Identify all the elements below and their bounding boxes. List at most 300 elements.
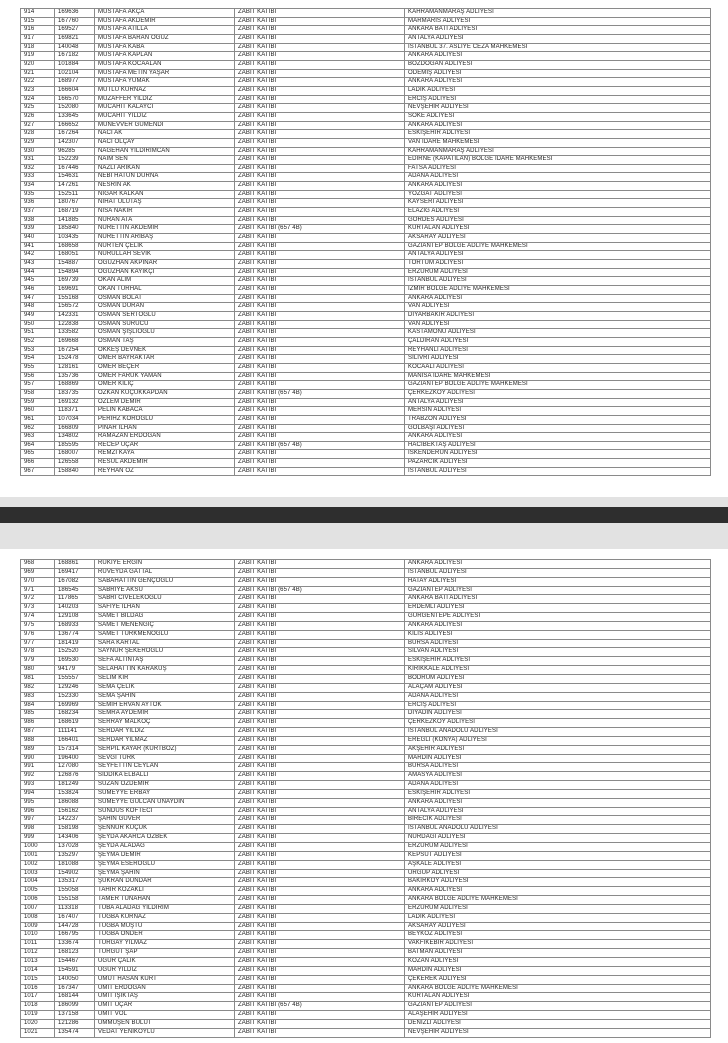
row-number-cell: 1003	[21, 869, 55, 878]
court-cell: PAZARCIK ADLİYESİ	[405, 459, 711, 468]
title-cell: ZABIT KATİBİ	[235, 260, 405, 269]
row-number-cell: 1011	[21, 940, 55, 949]
table-row	[21, 242, 711, 251]
name-cell: NEBİ HATUN DURNA	[95, 173, 235, 182]
registry-id-cell: 169739	[55, 277, 95, 286]
row-number-cell: 958	[21, 389, 55, 398]
registry-id-cell: 129108	[55, 613, 95, 622]
registry-id-cell: 121286	[55, 1019, 95, 1028]
court-cell: ERZURUM ADLİYESİ	[405, 843, 711, 852]
table-row	[21, 807, 711, 816]
registry-id-cell: 107034	[55, 415, 95, 424]
title-cell: ZABIT KATİBİ	[235, 851, 405, 860]
name-cell: OSMAN TAŞ	[95, 337, 235, 346]
registry-id-cell: 126558	[55, 459, 95, 468]
table-row	[21, 666, 711, 675]
court-cell: İSTANBUL ANADOLU ADLİYESİ	[405, 825, 711, 834]
registry-id-cell: 181088	[55, 860, 95, 869]
row-number-cell: 924	[21, 95, 55, 104]
name-cell: ÜMMÜŞEN BULUT	[95, 1019, 235, 1028]
title-cell: ZABIT KATİBİ	[235, 736, 405, 745]
row-number-cell: 937	[21, 208, 55, 217]
title-cell: ZABIT KATİBİ	[235, 311, 405, 320]
table-row	[21, 922, 711, 931]
table-row	[21, 216, 711, 225]
table-row	[21, 86, 711, 95]
row-number-cell: 996	[21, 807, 55, 816]
row-number-cell: 973	[21, 604, 55, 613]
row-number-cell: 982	[21, 683, 55, 692]
table-row	[21, 78, 711, 87]
name-cell: ÜMİT UÇAR	[95, 1002, 235, 1011]
row-number-cell: 919	[21, 52, 55, 61]
table-row	[21, 816, 711, 825]
registry-id-cell: 169691	[55, 286, 95, 295]
table-row	[21, 648, 711, 657]
title-cell: ZABIT KATİBİ	[235, 164, 405, 173]
court-cell: VAN İDARE MAHKEMESİ	[405, 138, 711, 147]
court-cell: ÇERKEZKÖY ADLİYESİ	[405, 719, 711, 728]
title-cell: ZABIT KATİBİ	[235, 78, 405, 87]
court-cell: ADANA ADLİYESİ	[405, 173, 711, 182]
court-cell: ÇEKEREK ADLİYESİ	[405, 975, 711, 984]
registry-id-cell: 154902	[55, 869, 95, 878]
registry-id-cell: 167407	[55, 913, 95, 922]
court-cell: ANTALYA ADLİYESİ	[405, 807, 711, 816]
table-row	[21, 450, 711, 459]
title-cell: ZABIT KATİBİ	[235, 277, 405, 286]
table-row	[21, 904, 711, 913]
title-cell: ZABIT KATİBİ	[235, 190, 405, 199]
name-cell: SEYFETTİN CEYLAN	[95, 763, 235, 772]
registry-id-cell: 135317	[55, 878, 95, 887]
row-number-cell: 950	[21, 320, 55, 329]
name-cell: SÜMEYYE ERBAY	[95, 789, 235, 798]
name-cell: OKAN TURHAL	[95, 286, 235, 295]
table-row	[21, 251, 711, 260]
name-cell: PINAR İLHAN	[95, 424, 235, 433]
name-cell: NAİM SEN	[95, 156, 235, 165]
court-cell: NEVŞEHİR ADLİYESİ	[405, 104, 711, 113]
registry-id-cell: 186099	[55, 1002, 95, 1011]
row-number-cell: 961	[21, 415, 55, 424]
table-row	[21, 639, 711, 648]
row-number-cell: 936	[21, 199, 55, 208]
court-cell: ANKARA ADLİYESİ	[405, 560, 711, 569]
registry-id-cell: 101884	[55, 60, 95, 69]
title-cell: ZABIT KATİBİ	[235, 843, 405, 852]
table-row	[21, 710, 711, 719]
name-cell: MUZAFFER YILDIZ	[95, 95, 235, 104]
row-number-cell: 999	[21, 834, 55, 843]
title-cell: ZABIT KATİBİ	[235, 869, 405, 878]
court-cell: ÖDEMİŞ ADLİYESİ	[405, 69, 711, 78]
table-row	[21, 398, 711, 407]
name-cell: MUSTAFA KABA	[95, 43, 235, 52]
title-cell: ZABIT KATİBİ	[235, 904, 405, 913]
name-cell: NURETTİN ARIBAŞ	[95, 234, 235, 243]
table-row	[21, 26, 711, 35]
title-cell: ZABIT KATİBİ	[235, 621, 405, 630]
name-cell: TUBA ALADAĞ YILDIRIM	[95, 904, 235, 913]
registry-id-cell: 111141	[55, 728, 95, 737]
name-cell: ÜMİT VOL	[95, 1011, 235, 1020]
row-number-cell: 967	[21, 467, 55, 476]
title-cell: ZABIT KATİBİ	[235, 415, 405, 424]
table-row	[21, 843, 711, 852]
name-cell: ŞEYDA AKARCA ÖZBEK	[95, 834, 235, 843]
court-cell: REYHANLI ADLİYESİ	[405, 346, 711, 355]
court-cell: MARDİN ADLİYESİ	[405, 754, 711, 763]
title-cell: ZABIT KATİBİ	[235, 208, 405, 217]
table-row	[21, 320, 711, 329]
name-cell: SÜMEYYE GÜLCAN ÜNAYDIN	[95, 798, 235, 807]
registry-id-cell: 154591	[55, 966, 95, 975]
registry-id-cell: 152520	[55, 648, 95, 657]
name-cell: MUSTAFA AKDEMİR	[95, 17, 235, 26]
row-number-cell: 965	[21, 450, 55, 459]
name-cell: MUSTAFA KAPLAN	[95, 52, 235, 61]
table-row	[21, 728, 711, 737]
name-cell: SERRAY MALKOÇ	[95, 719, 235, 728]
court-cell: ANKARA BATI ADLİYESİ	[405, 595, 711, 604]
court-cell: ANKARA ADLİYESİ	[405, 78, 711, 87]
table-row	[21, 913, 711, 922]
table-row	[21, 104, 711, 113]
title-cell: ZABIT KATİBİ	[235, 860, 405, 869]
court-cell: EREĞLİ (KONYA) ADLİYESİ	[405, 736, 711, 745]
name-cell: SAMET TÜRKMENOĞLU	[95, 630, 235, 639]
title-cell: ZABIT KATİBİ	[235, 834, 405, 843]
title-cell: ZABIT KATİBİ	[235, 666, 405, 675]
row-number-cell: 994	[21, 789, 55, 798]
court-cell: ERZURUM ADLİYESİ	[405, 904, 711, 913]
name-cell: ŞÜKRAN DÜNDAR	[95, 878, 235, 887]
title-cell: ZABIT KATİBİ	[235, 745, 405, 754]
registry-id-cell: 137028	[55, 843, 95, 852]
title-cell: ZABIT KATİBİ	[235, 896, 405, 905]
title-cell: ZABIT KATİBİ	[235, 683, 405, 692]
row-number-cell: 923	[21, 86, 55, 95]
registry-id-cell: 152511	[55, 190, 95, 199]
title-cell: ZABIT KATİBİ	[235, 1028, 405, 1037]
row-number-cell: 988	[21, 736, 55, 745]
registry-id-cell: 137158	[55, 1011, 95, 1020]
page-separator	[0, 497, 728, 549]
court-cell: AKŞEHİR ADLİYESİ	[405, 745, 711, 754]
table-row	[21, 568, 711, 577]
row-number-cell: 941	[21, 242, 55, 251]
registry-id-cell: 140203	[55, 604, 95, 613]
name-cell: OKAN ALIM	[95, 277, 235, 286]
registry-id-cell: 168977	[55, 78, 95, 87]
table-row	[21, 459, 711, 468]
table-row	[21, 834, 711, 843]
table-row	[21, 147, 711, 156]
court-cell: ALAŞEHİR ADLİYESİ	[405, 1011, 711, 1020]
registry-id-cell: 169636	[55, 9, 95, 18]
title-cell: ZABIT KATİBİ	[235, 940, 405, 949]
court-cell: MANİSA İDARE MAHKEMESİ	[405, 372, 711, 381]
row-number-cell: 1005	[21, 887, 55, 896]
name-cell: RECEP UÇAR	[95, 441, 235, 450]
name-cell: ŞEYMA ŞAHİN	[95, 869, 235, 878]
court-cell: GÖLBAŞI ADLİYESİ	[405, 424, 711, 433]
table-row	[21, 825, 711, 834]
title-cell: ZABIT KATİBİ	[235, 984, 405, 993]
court-cell: GÖRDES ADLİYESİ	[405, 216, 711, 225]
title-cell: ZABIT KATİBİ	[235, 931, 405, 940]
registry-id-cell: 185840	[55, 225, 95, 234]
registry-id-cell: 196400	[55, 754, 95, 763]
court-cell: KOZAN ADLİYESİ	[405, 957, 711, 966]
name-cell: SABAHATTİN GENÇOĞLU	[95, 577, 235, 586]
row-number-cell: 957	[21, 381, 55, 390]
table-row	[21, 860, 711, 869]
table-row	[21, 851, 711, 860]
row-number-cell: 966	[21, 459, 55, 468]
court-cell: AKSARAY ADLİYESİ	[405, 234, 711, 243]
registry-id-cell: 135736	[55, 372, 95, 381]
table-row	[21, 156, 711, 165]
court-cell: ANKARA ADLİYESİ	[405, 433, 711, 442]
name-cell: TUĞBA ÖNDER	[95, 931, 235, 940]
row-number-cell: 915	[21, 17, 55, 26]
row-number-cell: 951	[21, 329, 55, 338]
title-cell: ZABIT KATİBİ	[235, 433, 405, 442]
table-row	[21, 286, 711, 295]
row-number-cell: 945	[21, 277, 55, 286]
court-cell: KİLİS ADLİYESİ	[405, 630, 711, 639]
title-cell: ZABIT KATİBİ	[235, 922, 405, 931]
court-cell: GAZİANTEP BÖLGE ADLİYE MAHKEMESİ	[405, 381, 711, 390]
registry-id-cell: 136774	[55, 630, 95, 639]
registry-id-cell: 166652	[55, 121, 95, 130]
registry-id-cell: 155168	[55, 294, 95, 303]
court-cell: ERDEMLİ ADLİYESİ	[405, 604, 711, 613]
registry-id-cell: 168619	[55, 719, 95, 728]
registry-id-cell: 144728	[55, 922, 95, 931]
table-row	[21, 887, 711, 896]
row-number-cell: 978	[21, 648, 55, 657]
registry-id-cell: 153824	[55, 789, 95, 798]
table-row	[21, 208, 711, 217]
name-cell: NURTEN ÇELİK	[95, 242, 235, 251]
table-row	[21, 9, 711, 18]
name-cell: NURETTİN AKDEMİR	[95, 225, 235, 234]
row-number-cell: 953	[21, 346, 55, 355]
name-cell: MÜCAHİT KALAYCI	[95, 104, 235, 113]
name-cell: OSMAN ŞIŞLIOĞLU	[95, 329, 235, 338]
name-cell: SAMET BİLDAĞ	[95, 613, 235, 622]
name-cell: NESRİN AK	[95, 182, 235, 191]
name-cell: ÜMİT İŞIKTAŞ	[95, 993, 235, 1002]
table-row	[21, 441, 711, 450]
row-number-cell: 1009	[21, 922, 55, 931]
table-row	[21, 329, 711, 338]
row-number-cell: 1018	[21, 1002, 55, 1011]
court-cell: MERSİN ADLİYESİ	[405, 407, 711, 416]
registry-id-cell: 155557	[55, 674, 95, 683]
title-cell: ZABIT KATİBİ	[235, 234, 405, 243]
name-cell: RÜKİYE ERGİN	[95, 560, 235, 569]
table-row	[21, 621, 711, 630]
court-cell: VAN ADLİYESİ	[405, 303, 711, 312]
registry-id-cell: 135474	[55, 1028, 95, 1037]
name-cell: ÖKKEŞ DEVNEK	[95, 346, 235, 355]
registry-id-cell: 169527	[55, 26, 95, 35]
row-number-cell: 1004	[21, 878, 55, 887]
name-cell: SIDDIKA ELBALLI	[95, 772, 235, 781]
title-cell: ZABIT KATİBİ	[235, 26, 405, 35]
title-cell: ZABIT KATİBİ	[235, 1011, 405, 1020]
table-row	[21, 931, 711, 940]
registry-id-cell: 168051	[55, 251, 95, 260]
row-number-cell: 1016	[21, 984, 55, 993]
name-cell: ŞAHİN GÜVER	[95, 816, 235, 825]
title-cell: ZABIT KATİBİ	[235, 949, 405, 958]
row-number-cell: 929	[21, 138, 55, 147]
registry-id-cell: 129246	[55, 683, 95, 692]
registry-id-cell: 154887	[55, 260, 95, 269]
title-cell: ZABIT KATİBİ	[235, 104, 405, 113]
name-cell: OSMAN BOLAT	[95, 294, 235, 303]
title-cell: ZABIT KATİBİ	[235, 69, 405, 78]
title-cell: ZABIT KATİBİ	[235, 975, 405, 984]
registry-id-cell: 134802	[55, 433, 95, 442]
table-row	[21, 60, 711, 69]
title-cell: ZABIT KATİBİ	[235, 577, 405, 586]
title-cell: ZABIT KATİBİ	[235, 807, 405, 816]
court-cell: ALAÇAM ADLİYESİ	[405, 683, 711, 692]
row-number-cell: 997	[21, 816, 55, 825]
name-cell: ŞEYMA DEMİR	[95, 851, 235, 860]
court-cell: GAZİANTEP BÖLGE ADLİYE MAHKEMESİ	[405, 242, 711, 251]
title-cell: ZABIT KATİBİ	[235, 966, 405, 975]
registry-id-cell: 168658	[55, 242, 95, 251]
title-cell: ZABIT KATİBİ	[235, 692, 405, 701]
title-cell: ZABIT KATİBİ	[235, 878, 405, 887]
court-cell: AKSARAY ADLİYESİ	[405, 922, 711, 931]
name-cell: NURULLAH SEVİK	[95, 251, 235, 260]
title-cell: ZABIT KATİBİ	[235, 407, 405, 416]
registry-id-cell: 167264	[55, 130, 95, 139]
table-row	[21, 1019, 711, 1028]
name-cell: SELİM KIR	[95, 674, 235, 683]
name-cell: UĞUR ÇALIK	[95, 957, 235, 966]
table-row	[21, 199, 711, 208]
name-cell: ÖMER FARUK YAMAN	[95, 372, 235, 381]
name-cell: SEMA ŞAHİN	[95, 692, 235, 701]
title-cell: ZABIT KATİBİ	[235, 459, 405, 468]
registry-id-cell: 142307	[55, 138, 95, 147]
court-cell: VAN ADLİYESİ	[405, 320, 711, 329]
table-row	[21, 234, 711, 243]
court-cell: LADİK ADLİYESİ	[405, 86, 711, 95]
title-cell: ZABIT KATİBİ	[235, 701, 405, 710]
row-number-cell: 984	[21, 701, 55, 710]
registry-id-cell: 183735	[55, 389, 95, 398]
court-cell: DENİZLİ ADLİYESİ	[405, 1019, 711, 1028]
registry-id-cell: 127080	[55, 763, 95, 772]
court-cell: KURTALAN ADLİYESİ	[405, 225, 711, 234]
court-cell: AŞKALE ADLİYESİ	[405, 860, 711, 869]
title-cell: ZABIT KATİBİ	[235, 424, 405, 433]
court-cell: ANKARA ADLİYESİ	[405, 52, 711, 61]
court-cell: ERCİŞ ADLİYESİ	[405, 701, 711, 710]
title-cell: ZABIT KATİBİ	[235, 95, 405, 104]
row-number-cell: 930	[21, 147, 55, 156]
name-cell: OĞUZHAN AKPINAR	[95, 260, 235, 269]
title-cell: ZABIT KATİBİ	[235, 772, 405, 781]
table-row	[21, 701, 711, 710]
court-cell: ANTALYA ADLİYESİ	[405, 251, 711, 260]
title-cell: ZABIT KATİBİ	[235, 887, 405, 896]
title-cell: ZABIT KATİBİ	[235, 121, 405, 130]
registry-id-cell: 156162	[55, 807, 95, 816]
table-row	[21, 95, 711, 104]
court-cell: LADİK ADLİYESİ	[405, 913, 711, 922]
title-cell: ZABIT KATİBİ	[235, 648, 405, 657]
name-cell: MÜNEVVER GÜMENDİ	[95, 121, 235, 130]
table-row	[21, 407, 711, 416]
table-row	[21, 303, 711, 312]
name-cell: TUĞBA MUŞTU	[95, 922, 235, 931]
registry-id-cell: 167347	[55, 984, 95, 993]
title-cell: ZABIT KATİBİ	[235, 798, 405, 807]
title-cell: ZABIT KATİBİ	[235, 182, 405, 191]
row-number-cell: 964	[21, 441, 55, 450]
name-cell: SERDAR YILMAZ	[95, 736, 235, 745]
court-cell: DİYARBAKIR ADLİYESİ	[405, 311, 711, 320]
row-number-cell: 944	[21, 268, 55, 277]
row-number-cell: 926	[21, 112, 55, 121]
row-number-cell: 1017	[21, 993, 55, 1002]
court-cell: İSTANBUL 37. ASLİYE CEZA MAHKEMESİ	[405, 43, 711, 52]
table-row	[21, 745, 711, 754]
table-row	[21, 674, 711, 683]
row-number-cell: 1010	[21, 931, 55, 940]
registry-id-cell: 140050	[55, 975, 95, 984]
table-row	[21, 736, 711, 745]
title-cell: ZABIT KATİBİ	[235, 719, 405, 728]
appointment-table-1	[20, 8, 711, 476]
row-number-cell: 918	[21, 43, 55, 52]
court-cell: GÜRGENTEPE ADLİYESİ	[405, 613, 711, 622]
court-cell: ELAZIĞ ADLİYESİ	[405, 208, 711, 217]
title-cell: ZABIT KATİBİ	[235, 1019, 405, 1028]
title-cell: ZABIT KATİBİ	[235, 381, 405, 390]
registry-id-cell: 126876	[55, 772, 95, 781]
court-cell: KIRIKKALE ADLİYESİ	[405, 666, 711, 675]
title-cell: ZABIT KATİBİ	[235, 560, 405, 569]
table-row	[21, 630, 711, 639]
table-row	[21, 754, 711, 763]
table-row	[21, 52, 711, 61]
name-cell: ÖZKAN KÜÇÜKKAPDAN	[95, 389, 235, 398]
registry-id-cell: 94179	[55, 666, 95, 675]
title-cell: ZABIT KATİBİ	[235, 595, 405, 604]
name-cell: SELAHATTİN KARAKUŞ	[95, 666, 235, 675]
table-row	[21, 869, 711, 878]
row-number-cell: 975	[21, 621, 55, 630]
registry-id-cell: 167760	[55, 17, 95, 26]
registry-id-cell: 147261	[55, 182, 95, 191]
name-cell: NACİ AK	[95, 130, 235, 139]
row-number-cell: 925	[21, 104, 55, 113]
name-cell: SAYNUR ŞEKEROĞLU	[95, 648, 235, 657]
row-number-cell: 983	[21, 692, 55, 701]
